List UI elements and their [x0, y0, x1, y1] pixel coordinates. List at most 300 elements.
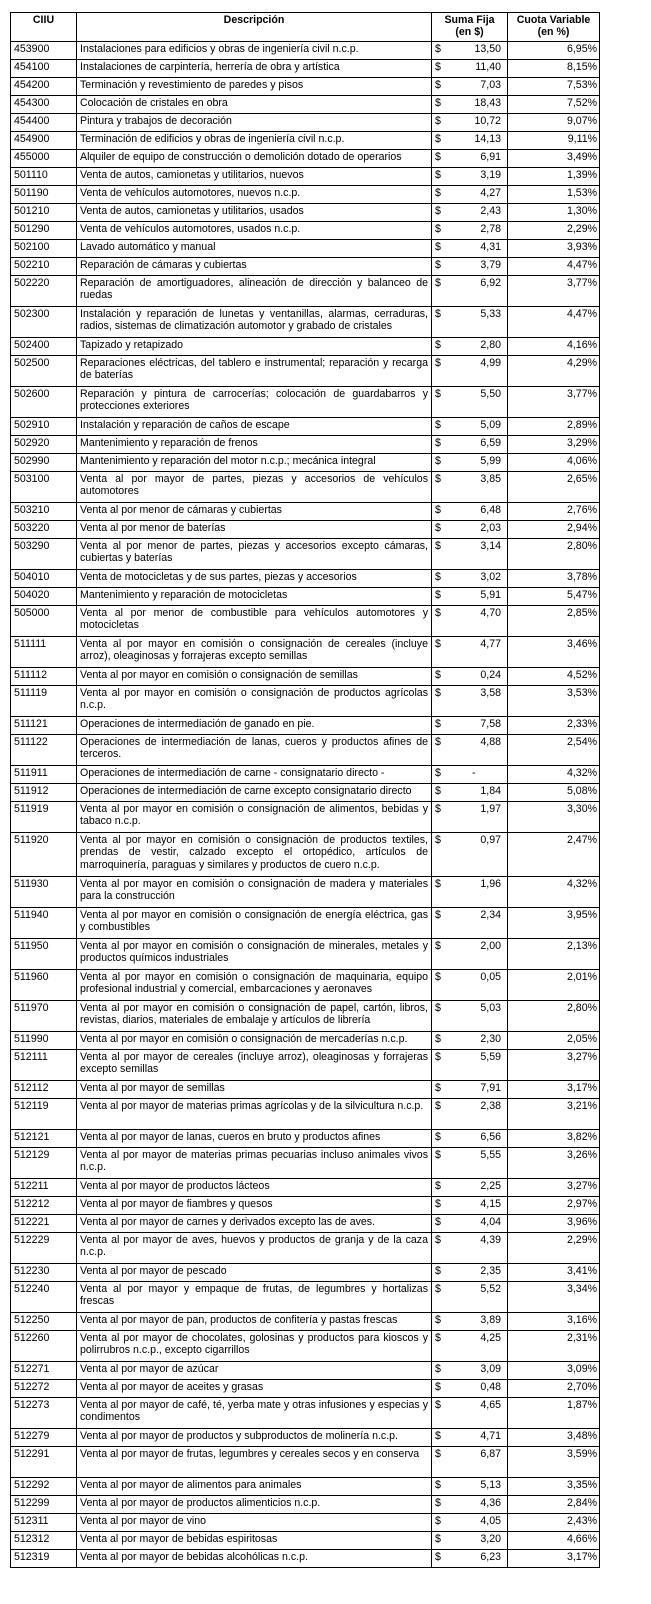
row-code: 454400 — [11, 114, 77, 132]
row-fixed-sum: 5,33 — [444, 307, 508, 338]
row-currency-symbol: $ — [432, 1032, 444, 1050]
row-currency-symbol: $ — [432, 276, 444, 307]
row-description: Venta al por mayor en comisión o consignación de semillas — [77, 668, 432, 686]
row-currency-symbol: $ — [432, 1148, 444, 1179]
table-row — [11, 258, 600, 276]
row-description: Venta al por mayor de carnes y derivados excepto las de aves. — [77, 1215, 432, 1233]
row-description: Venta de vehículos automotores, nuevos n.c.p. — [77, 186, 432, 204]
row-currency-symbol: $ — [432, 766, 444, 784]
row-variable-quota: 2,70% — [508, 1380, 600, 1398]
table-row — [11, 1331, 600, 1362]
row-description: Venta de autos, camionetas y utilitarios, nuevos — [77, 168, 432, 186]
table-row — [11, 114, 600, 132]
row-fixed-sum: 4,36 — [444, 1496, 508, 1514]
row-fixed-sum: 4,25 — [444, 1331, 508, 1362]
row-currency-symbol: $ — [432, 1380, 444, 1398]
table-row — [11, 1282, 600, 1313]
row-description: Venta al por mayor en comisión o consignación de madera y materiales para la construcción — [77, 877, 432, 908]
row-description: Colocación de cristales en obra — [77, 96, 432, 114]
row-variable-quota: 3,53% — [508, 686, 600, 717]
row-code: 512212 — [11, 1197, 77, 1215]
row-code: 454300 — [11, 96, 77, 114]
row-currency-symbol: $ — [432, 735, 444, 766]
row-variable-quota: 2,94% — [508, 521, 600, 539]
row-description: Operaciones de intermediación de carne - consignatario directo - — [77, 766, 432, 784]
row-variable-quota: 3,34% — [508, 1282, 600, 1313]
row-fixed-sum: 4,70 — [444, 606, 508, 637]
row-currency-symbol: $ — [432, 150, 444, 168]
header-description: Descripción — [77, 13, 432, 42]
row-description: Venta al por mayor de bebidas alcohólicas n.c.p. — [77, 1550, 432, 1568]
row-variable-quota: 1,53% — [508, 186, 600, 204]
row-code: 511919 — [11, 802, 77, 833]
row-variable-quota: 2,80% — [508, 1001, 600, 1032]
row-fixed-sum: 4,88 — [444, 735, 508, 766]
row-code: 512119 — [11, 1099, 77, 1130]
row-fixed-sum: 2,30 — [444, 1032, 508, 1050]
table-row — [11, 418, 600, 436]
row-variable-quota: 2,80% — [508, 539, 600, 570]
row-code: 503100 — [11, 472, 77, 503]
row-fixed-sum: 5,13 — [444, 1478, 508, 1496]
table-row — [11, 735, 600, 766]
row-variable-quota: 8,15% — [508, 60, 600, 78]
row-variable-quota: 2,65% — [508, 472, 600, 503]
table-row — [11, 96, 600, 114]
row-fixed-sum: 2,00 — [444, 939, 508, 970]
table-row — [11, 472, 600, 503]
row-currency-symbol: $ — [432, 1130, 444, 1148]
row-description: Reparación y pintura de carrocerías; colocación de guardabarros y protecciones exteriores — [77, 387, 432, 418]
row-variable-quota: 3,17% — [508, 1081, 600, 1099]
row-code: 511930 — [11, 877, 77, 908]
row-code: 512111 — [11, 1050, 77, 1081]
row-variable-quota: 3,30% — [508, 802, 600, 833]
row-code: 502220 — [11, 276, 77, 307]
table-row — [11, 1362, 600, 1380]
row-description: Mantenimiento y reparación de motocicletas — [77, 588, 432, 606]
row-currency-symbol: $ — [432, 1313, 444, 1331]
row-currency-symbol: $ — [432, 132, 444, 150]
row-code: 454100 — [11, 60, 77, 78]
table-row — [11, 908, 600, 939]
row-currency-symbol: $ — [432, 1496, 444, 1514]
row-variable-quota: 2,13% — [508, 939, 600, 970]
row-code: 511111 — [11, 637, 77, 668]
row-description: Venta al por mayor en comisión o consignación de alimentos, bebidas y tabaco n.c.p. — [77, 802, 432, 833]
row-variable-quota: 3,95% — [508, 908, 600, 939]
row-currency-symbol: $ — [432, 418, 444, 436]
table-row — [11, 503, 600, 521]
row-currency-symbol: $ — [432, 1197, 444, 1215]
table-row — [11, 1001, 600, 1032]
row-variable-quota: 2,43% — [508, 1514, 600, 1532]
row-variable-quota: 2,05% — [508, 1032, 600, 1050]
row-fixed-sum: 3,89 — [444, 1313, 508, 1331]
row-currency-symbol: $ — [432, 1179, 444, 1197]
row-description: Venta al por mayor en comisión o consignación de energía eléctrica, gas y combustibles — [77, 908, 432, 939]
header-fixed-sum-label: Suma Fija — [444, 14, 495, 26]
row-description: Venta al por mayor de frutas, legumbres y cereales secos y en conserva — [77, 1447, 432, 1478]
table-row — [11, 1032, 600, 1050]
row-variable-quota: 3,77% — [508, 276, 600, 307]
table-row — [11, 1514, 600, 1532]
row-description: Instalación y reparación de caños de escape — [77, 418, 432, 436]
row-variable-quota: 4,32% — [508, 766, 600, 784]
row-currency-symbol: $ — [432, 521, 444, 539]
row-currency-symbol: $ — [432, 1264, 444, 1282]
row-currency-symbol: $ — [432, 1532, 444, 1550]
row-description: Venta al por mayor de bebidas espiritosas — [77, 1532, 432, 1550]
row-variable-quota: 3,21% — [508, 1099, 600, 1130]
row-variable-quota: 3,93% — [508, 240, 600, 258]
table-row — [11, 387, 600, 418]
row-fixed-sum: 2,03 — [444, 521, 508, 539]
table-body — [11, 42, 600, 1568]
row-fixed-sum: 2,35 — [444, 1264, 508, 1282]
table-row — [11, 1130, 600, 1148]
row-fixed-sum: 1,97 — [444, 802, 508, 833]
row-fixed-sum: 0,05 — [444, 970, 508, 1001]
table-row — [11, 939, 600, 970]
row-variable-quota: 2,97% — [508, 1197, 600, 1215]
table-row — [11, 668, 600, 686]
row-fixed-sum: 5,55 — [444, 1148, 508, 1179]
row-currency-symbol: $ — [432, 637, 444, 668]
row-variable-quota: 9,11% — [508, 132, 600, 150]
table-header — [11, 13, 600, 42]
table-row — [11, 1099, 600, 1130]
row-currency-symbol: $ — [432, 1050, 444, 1081]
row-fixed-sum: 7,03 — [444, 78, 508, 96]
header-fixed-sum-unit: (en $) — [455, 26, 484, 39]
row-description: Operaciones de intermediación de ganado en pie. — [77, 717, 432, 735]
row-description: Terminación de edificios y obras de ingeniería civil n.c.p. — [77, 132, 432, 150]
row-currency-symbol: $ — [432, 78, 444, 96]
table-row — [11, 307, 600, 338]
row-code: 512221 — [11, 1215, 77, 1233]
row-description: Instalaciones de carpintería, herrería de obra y artística — [77, 60, 432, 78]
row-variable-quota: 3,49% — [508, 150, 600, 168]
row-variable-quota: 4,47% — [508, 258, 600, 276]
row-fixed-sum: 5,52 — [444, 1282, 508, 1313]
row-currency-symbol: $ — [432, 240, 444, 258]
row-fixed-sum: 2,80 — [444, 338, 508, 356]
row-variable-quota: 2,33% — [508, 717, 600, 735]
row-description: Venta al por mayor de cereales (incluye arroz), oleaginosas y forrajeras excepto semillas — [77, 1050, 432, 1081]
row-currency-symbol: $ — [432, 454, 444, 472]
table-row — [11, 240, 600, 258]
row-variable-quota: 4,47% — [508, 307, 600, 338]
table-row — [11, 833, 600, 877]
row-variable-quota: 3,35% — [508, 1478, 600, 1496]
row-currency-symbol: $ — [432, 939, 444, 970]
row-code: 455000 — [11, 150, 77, 168]
row-currency-symbol: $ — [432, 784, 444, 802]
table-row — [11, 150, 600, 168]
table-row — [11, 42, 600, 60]
row-code: 502400 — [11, 338, 77, 356]
row-description: Venta al por mayor de semillas — [77, 1081, 432, 1099]
row-variable-quota: 5,08% — [508, 784, 600, 802]
table-row — [11, 132, 600, 150]
row-variable-quota: 3,27% — [508, 1050, 600, 1081]
row-fixed-sum: - — [444, 766, 508, 784]
row-fixed-sum: 2,34 — [444, 908, 508, 939]
row-currency-symbol: $ — [432, 307, 444, 338]
row-fixed-sum: 6,48 — [444, 503, 508, 521]
row-variable-quota: 5,47% — [508, 588, 600, 606]
row-code: 502500 — [11, 356, 77, 387]
row-currency-symbol: $ — [432, 833, 444, 877]
row-currency-symbol: $ — [432, 1362, 444, 1380]
row-fixed-sum: 10,72 — [444, 114, 508, 132]
row-fixed-sum: 4,15 — [444, 1197, 508, 1215]
row-currency-symbol: $ — [432, 1398, 444, 1429]
row-fixed-sum: 3,09 — [444, 1362, 508, 1380]
table-row — [11, 204, 600, 222]
row-description: Venta al por mayor de azúcar — [77, 1362, 432, 1380]
row-code: 512271 — [11, 1362, 77, 1380]
table-row — [11, 877, 600, 908]
row-description: Venta al por mayor en comisión o consignación de maquinaria, equipo profesional industrial y comercial, embarcaciones y aeronaves — [77, 970, 432, 1001]
row-description: Instalaciones para edificios y obras de ingeniería civil n.c.p. — [77, 42, 432, 60]
table-row — [11, 1478, 600, 1496]
row-fixed-sum: 0,48 — [444, 1380, 508, 1398]
row-description: Venta al por menor de baterías — [77, 521, 432, 539]
row-code: 512291 — [11, 1447, 77, 1478]
table-row — [11, 766, 600, 784]
row-description: Operaciones de intermediación de carne excepto consignatario directo — [77, 784, 432, 802]
row-fixed-sum: 1,96 — [444, 877, 508, 908]
row-currency-symbol: $ — [432, 970, 444, 1001]
header-variable-quota — [508, 13, 600, 42]
row-currency-symbol: $ — [432, 186, 444, 204]
row-variable-quota: 2,01% — [508, 970, 600, 1001]
row-currency-symbol: $ — [432, 472, 444, 503]
row-description: Venta al por mayor de lanas, cueros en bruto y productos afines — [77, 1130, 432, 1148]
row-code: 512260 — [11, 1331, 77, 1362]
row-description: Venta al por mayor y empaque de frutas, de legumbres y hortalizas frescas — [77, 1282, 432, 1313]
row-description: Venta al por mayor de productos alimenticios n.c.p. — [77, 1496, 432, 1514]
table-row — [11, 784, 600, 802]
row-code: 502990 — [11, 454, 77, 472]
table-row — [11, 588, 600, 606]
row-description: Reparación de cámaras y cubiertas — [77, 258, 432, 276]
row-variable-quota: 2,85% — [508, 606, 600, 637]
row-description: Instalación y reparación de lunetas y ventanillas, alarmas, cerraduras, radios, sistemas de climatización automotor y grabado de cristales — [77, 307, 432, 338]
row-code: 502600 — [11, 387, 77, 418]
row-code: 512299 — [11, 1496, 77, 1514]
row-currency-symbol: $ — [432, 1001, 444, 1032]
row-code: 511122 — [11, 735, 77, 766]
row-fixed-sum: 14,13 — [444, 132, 508, 150]
table-row — [11, 1050, 600, 1081]
row-code: 502910 — [11, 418, 77, 436]
row-currency-symbol: $ — [432, 570, 444, 588]
row-description: Venta al por mayor de vino — [77, 1514, 432, 1532]
row-description: Venta al por mayor en comisión o consignación de productos agrícolas n.c.p. — [77, 686, 432, 717]
row-description: Terminación y revestimiento de paredes y pisos — [77, 78, 432, 96]
row-code: 501190 — [11, 186, 77, 204]
row-fixed-sum: 6,87 — [444, 1447, 508, 1478]
table-row — [11, 1313, 600, 1331]
header-variable-quota-unit: (en %) — [537, 26, 570, 39]
row-currency-symbol: $ — [432, 1233, 444, 1264]
row-code: 512112 — [11, 1081, 77, 1099]
row-code: 502300 — [11, 307, 77, 338]
row-description: Venta al por mayor de pescado — [77, 1264, 432, 1282]
row-code: 512230 — [11, 1264, 77, 1282]
row-fixed-sum: 7,91 — [444, 1081, 508, 1099]
table-row — [11, 1398, 600, 1429]
row-code: 503210 — [11, 503, 77, 521]
row-code: 512319 — [11, 1550, 77, 1568]
table-row — [11, 1081, 600, 1099]
row-code: 512250 — [11, 1313, 77, 1331]
row-fixed-sum: 2,25 — [444, 1179, 508, 1197]
row-currency-symbol: $ — [432, 356, 444, 387]
row-fixed-sum: 6,56 — [444, 1130, 508, 1148]
row-currency-symbol: $ — [432, 1447, 444, 1478]
row-description: Tapizado y retapizado — [77, 338, 432, 356]
row-variable-quota: 4,52% — [508, 668, 600, 686]
row-currency-symbol: $ — [432, 114, 444, 132]
row-code: 453900 — [11, 42, 77, 60]
row-currency-symbol: $ — [432, 1514, 444, 1532]
row-code: 511950 — [11, 939, 77, 970]
table-row — [11, 1429, 600, 1447]
row-fixed-sum: 6,91 — [444, 150, 508, 168]
row-description: Venta al por menor de cámaras y cubiertas — [77, 503, 432, 521]
row-code: 501210 — [11, 204, 77, 222]
row-currency-symbol: $ — [432, 1550, 444, 1568]
row-fixed-sum: 7,58 — [444, 717, 508, 735]
row-code: 512129 — [11, 1148, 77, 1179]
row-fixed-sum: 3,02 — [444, 570, 508, 588]
row-variable-quota: 9,07% — [508, 114, 600, 132]
row-code: 511940 — [11, 908, 77, 939]
row-currency-symbol: $ — [432, 1478, 444, 1496]
row-currency-symbol: $ — [432, 338, 444, 356]
header-variable-quota-label: Cuota Variable — [516, 14, 591, 26]
row-variable-quota: 3,77% — [508, 387, 600, 418]
row-description: Pintura y trabajos de decoración — [77, 114, 432, 132]
table-row — [11, 1380, 600, 1398]
ciiu-rates-table — [10, 12, 600, 1568]
row-code: 504010 — [11, 570, 77, 588]
table-row — [11, 276, 600, 307]
row-description: Reparaciones eléctricas, del tablero e instrumental; reparación y recarga de baterías — [77, 356, 432, 387]
row-variable-quota: 1,39% — [508, 168, 600, 186]
row-variable-quota: 3,78% — [508, 570, 600, 588]
table-row — [11, 570, 600, 588]
row-variable-quota: 1,87% — [508, 1398, 600, 1429]
row-code: 512272 — [11, 1380, 77, 1398]
row-code: 502920 — [11, 436, 77, 454]
row-code: 512240 — [11, 1282, 77, 1313]
table-row — [11, 802, 600, 833]
row-variable-quota: 2,84% — [508, 1496, 600, 1514]
table-row — [11, 1233, 600, 1264]
row-currency-symbol: $ — [432, 717, 444, 735]
row-code: 511911 — [11, 766, 77, 784]
row-fixed-sum: 4,65 — [444, 1398, 508, 1429]
row-description: Venta al por mayor de aceites y grasas — [77, 1380, 432, 1398]
row-currency-symbol: $ — [432, 436, 444, 454]
row-fixed-sum: 5,50 — [444, 387, 508, 418]
row-variable-quota: 4,06% — [508, 454, 600, 472]
row-fixed-sum: 5,91 — [444, 588, 508, 606]
row-variable-quota: 4,32% — [508, 877, 600, 908]
row-fixed-sum: 3,14 — [444, 539, 508, 570]
row-currency-symbol: $ — [432, 60, 444, 78]
row-fixed-sum: 4,99 — [444, 356, 508, 387]
row-currency-symbol: $ — [432, 1081, 444, 1099]
row-variable-quota: 4,29% — [508, 356, 600, 387]
table-row — [11, 168, 600, 186]
row-currency-symbol: $ — [432, 222, 444, 240]
row-currency-symbol: $ — [432, 1331, 444, 1362]
table-row — [11, 1197, 600, 1215]
row-code: 511960 — [11, 970, 77, 1001]
row-code: 454200 — [11, 78, 77, 96]
row-variable-quota: 3,48% — [508, 1429, 600, 1447]
row-code: 512312 — [11, 1532, 77, 1550]
row-currency-symbol: $ — [432, 686, 444, 717]
row-fixed-sum: 4,04 — [444, 1215, 508, 1233]
row-variable-quota: 3,59% — [508, 1447, 600, 1478]
row-code: 502210 — [11, 258, 77, 276]
table-row — [11, 717, 600, 735]
row-variable-quota: 3,41% — [508, 1264, 600, 1282]
row-description: Venta al por mayor en comisión o consignación de cereales (incluye arroz), oleaginosas y forrajeras excepto semillas — [77, 637, 432, 668]
table-row — [11, 1179, 600, 1197]
table-row — [11, 686, 600, 717]
row-variable-quota: 7,52% — [508, 96, 600, 114]
row-variable-quota: 3,27% — [508, 1179, 600, 1197]
row-currency-symbol: $ — [432, 908, 444, 939]
row-description: Venta de autos, camionetas y utilitarios, usados — [77, 204, 432, 222]
row-currency-symbol: $ — [432, 1282, 444, 1313]
row-description: Venta al por mayor en comisión o consignación de mercaderías n.c.p. — [77, 1032, 432, 1050]
row-fixed-sum: 4,05 — [444, 1514, 508, 1532]
row-code: 501290 — [11, 222, 77, 240]
row-fixed-sum: 3,58 — [444, 686, 508, 717]
table-row — [11, 521, 600, 539]
row-description: Venta de motocicletas y de sus partes, piezas y accesorios — [77, 570, 432, 588]
table-row — [11, 186, 600, 204]
row-description: Venta de vehículos automotores, usados n.c.p. — [77, 222, 432, 240]
row-currency-symbol: $ — [432, 877, 444, 908]
row-fixed-sum: 2,43 — [444, 204, 508, 222]
row-fixed-sum: 11,40 — [444, 60, 508, 78]
row-variable-quota: 4,16% — [508, 338, 600, 356]
table-row — [11, 1447, 600, 1478]
row-variable-quota: 2,89% — [508, 418, 600, 436]
row-fixed-sum: 2,78 — [444, 222, 508, 240]
table-row — [11, 970, 600, 1001]
row-fixed-sum: 5,09 — [444, 418, 508, 436]
row-description: Lavado automático y manual — [77, 240, 432, 258]
row-variable-quota: 2,29% — [508, 222, 600, 240]
row-description: Venta al por mayor de alimentos para animales — [77, 1478, 432, 1496]
row-variable-quota: 3,82% — [508, 1130, 600, 1148]
table-row — [11, 454, 600, 472]
row-currency-symbol: $ — [432, 588, 444, 606]
row-description: Venta al por mayor de pan, productos de confitería y pastas frescas — [77, 1313, 432, 1331]
row-fixed-sum: 3,20 — [444, 1532, 508, 1550]
